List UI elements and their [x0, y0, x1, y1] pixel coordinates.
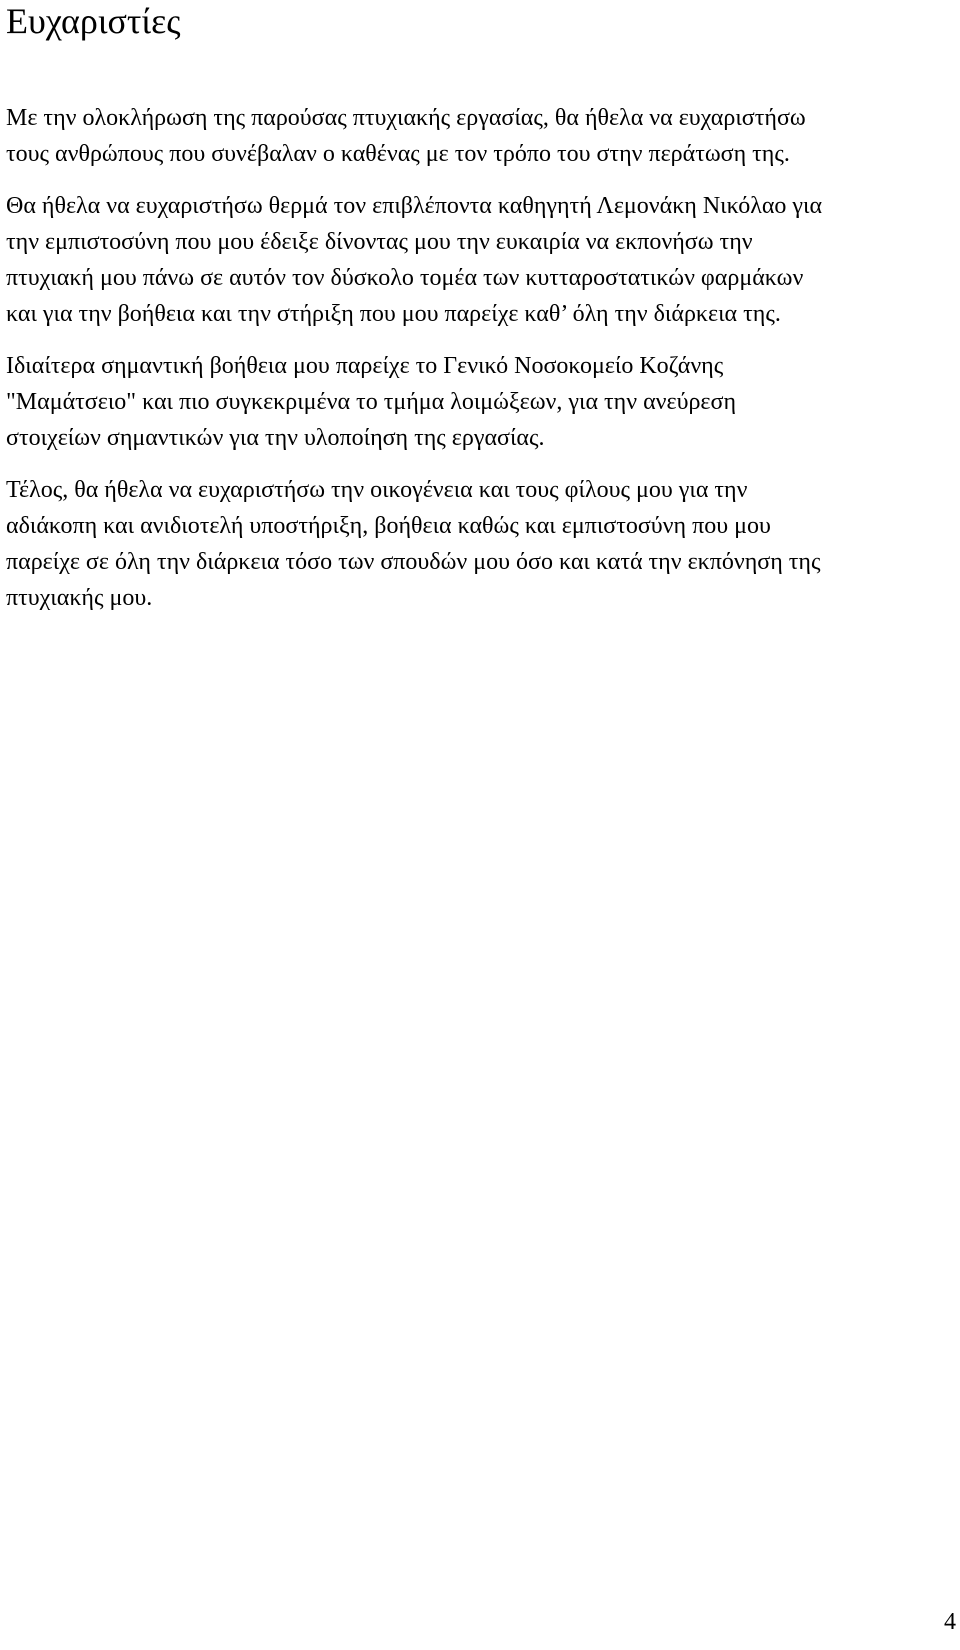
text-line: Θα ήθελα να ευχαριστήσω θερμά τον επιβλέποντα καθηγητή Λεμονάκη Νικόλαο για: [6, 193, 823, 219]
text-line: πτυχιακή μου πάνω σε αυτόν τον δύσκολο τομέα των κυτταροστατικών φαρμάκων: [6, 265, 804, 291]
text-line: πτυχιακής μου.: [6, 585, 153, 611]
paragraph-family: [6, 472, 946, 616]
text-line: "Μαμάτσειο" και πιο συγκεκριμένα το τμήμα λοιμώξεων, για την ανεύρεση: [6, 389, 736, 415]
page-number: 4: [944, 1609, 956, 1635]
paragraph-intro: [6, 100, 946, 172]
paragraph-supervisor: [6, 188, 946, 332]
text-line: αδιάκοπη και ανιδιοτελή υποστήριξη, βοήθεια καθώς και εμπιστοσύνη που μου: [6, 513, 771, 539]
page-title: Ευχαριστίες: [6, 1, 181, 41]
text-line: παρείχε σε όλη την διάρκεια τόσο των σπουδών μου όσο και κατά την εκπόνηση της: [6, 549, 821, 575]
body-text: [6, 100, 946, 632]
paragraph-hospital: [6, 348, 946, 456]
text-line: Με την ολοκλήρωση της παρούσας πτυχιακής εργασίας, θα ήθελα να ευχαριστήσω: [6, 105, 806, 131]
text-line: και για την βοήθεια και την στήριξη που μου παρείχε καθ’ όλη την διάρκεια της.: [6, 301, 781, 327]
text-line: την εμπιστοσύνη που μου έδειξε δίνοντας μου την ευκαιρία να εκπονήσω την: [6, 229, 753, 255]
text-line: Τέλος, θα ήθελα να ευχαριστήσω την οικογένεια και τους φίλους μου για την: [6, 477, 748, 503]
text-line: στοιχείων σημαντικών για την υλοποίηση της εργασίας.: [6, 425, 545, 451]
text-line: Ιδιαίτερα σημαντική βοήθεια μου παρείχε το Γενικό Νοσοκομείο Κοζάνης: [6, 353, 724, 379]
text-line: τους ανθρώπους που συνέβαλαν ο καθένας με τον τρόπο του στην περάτωση της.: [6, 141, 790, 167]
